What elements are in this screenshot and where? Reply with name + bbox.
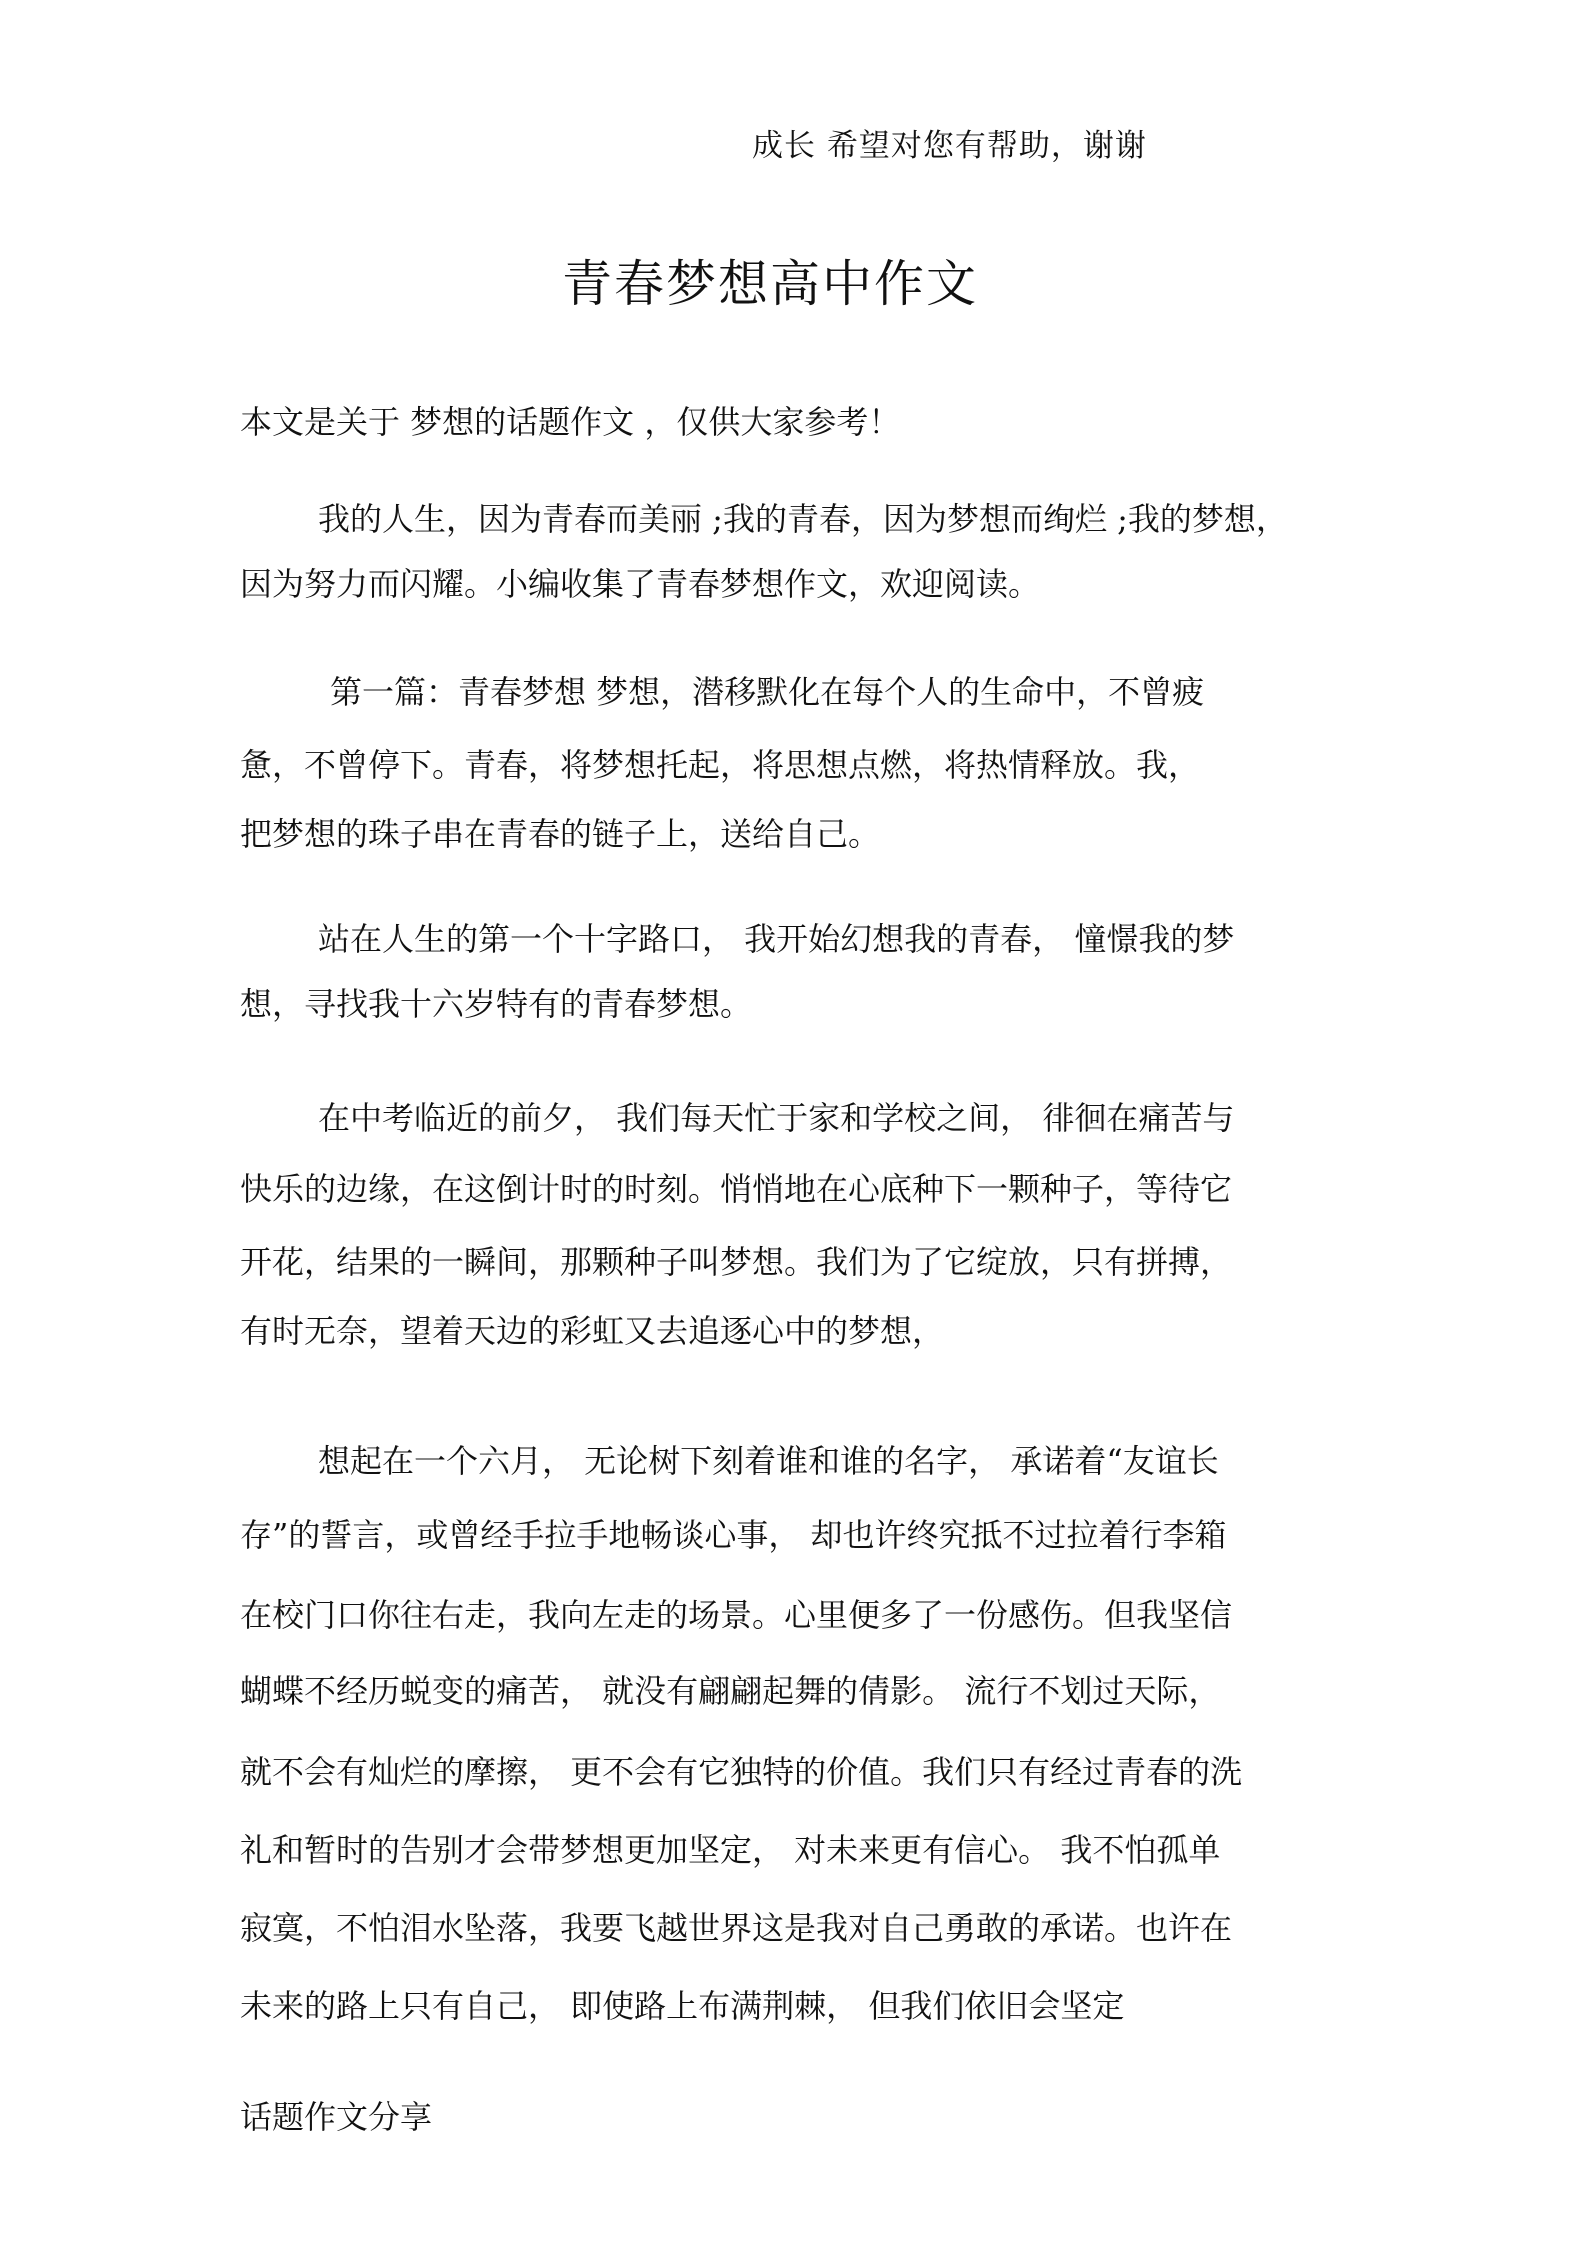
paragraph-4-line-3: 开花，结果的一瞬间，那颗种子叫梦想。我们为了它绽放，只有拼搏，	[240, 1243, 1233, 1281]
intro-line: 本文是关于 梦想的话题作文 ，仅供大家参考！	[240, 403, 901, 441]
paragraph-5-line-7: 寂寞，不怕泪水坠落，我要飞越世界这是我对自己勇敢的承诺。也许在	[240, 1909, 1233, 1947]
paragraph-5-line-1: 想起在一个六月， 无论树下刻着谁和谁的名字， 承诺着“友谊长	[318, 1442, 1219, 1480]
paragraph-5-line-6: 礼和暂时的告别才会带梦想更加坚定， 对未来更有信心。 我不怕孤单	[240, 1831, 1221, 1869]
paragraph-5-line-3: 在校门口你往右走，我向左走的场景。心里便多了一份感伤。但我坚信	[240, 1596, 1233, 1634]
paragraph-3-line-1: 站在人生的第一个十字路口， 我开始幻想我的青春， 憧憬我的梦	[318, 920, 1235, 958]
paragraph-1-line-1: 我的人生，因为青春而美丽 ;我的青春，因为梦想而绚烂 ;我的梦想，	[318, 500, 1288, 538]
paragraph-5-line-5: 就不会有灿烂的摩擦， 更不会有它独特的价值。我们只有经过青春的洗	[240, 1753, 1243, 1791]
paragraph-5-line-8: 未来的路上只有自己， 即使路上布满荆棘， 但我们依旧会坚定	[240, 1987, 1125, 2025]
paragraph-4-line-4: 有时无奈，望着天边的彩虹又去追逐心中的梦想，	[240, 1312, 945, 1350]
paragraph-4-line-2: 快乐的边缘，在这倒计时的时刻。悄悄地在心底种下一颗种子，等待它	[240, 1170, 1233, 1208]
paragraph-2-line-2: 惫，不曾停下。青春，将梦想托起，将思想点燃，将热情释放。我，	[240, 746, 1201, 784]
paragraph-5-line-2: 存”的誓言，或曾经手拉手地畅谈心事， 却也许终究抵不过拉着行李箱	[240, 1516, 1227, 1554]
page-header: 成长 希望对您有帮助，谢谢	[752, 128, 1147, 164]
paragraph-4-line-1: 在中考临近的前夕， 我们每天忙于家和学校之间， 徘徊在痛苦与	[318, 1099, 1235, 1137]
page-footer: 话题作文分享	[240, 2098, 433, 2136]
paragraph-2-line-1: 第一篇：青春梦想 梦想，潜移默化在每个人的生命中，不曾疲	[330, 673, 1205, 711]
paragraph-1-line-2: 因为努力而闪耀。小编收集了青春梦想作文，欢迎阅读。	[240, 565, 1041, 603]
paragraph-5-line-4: 蝴蝶不经历蜕变的痛苦， 就没有翩翩起舞的倩影。 流行不划过天际，	[240, 1672, 1221, 1710]
paragraph-3-line-2: 想，寻找我十六岁特有的青春梦想。	[240, 985, 753, 1023]
paragraph-2-line-3: 把梦想的珠子串在青春的链子上，送给自己。	[240, 815, 881, 853]
page-title: 青春梦想高中作文	[562, 255, 978, 313]
